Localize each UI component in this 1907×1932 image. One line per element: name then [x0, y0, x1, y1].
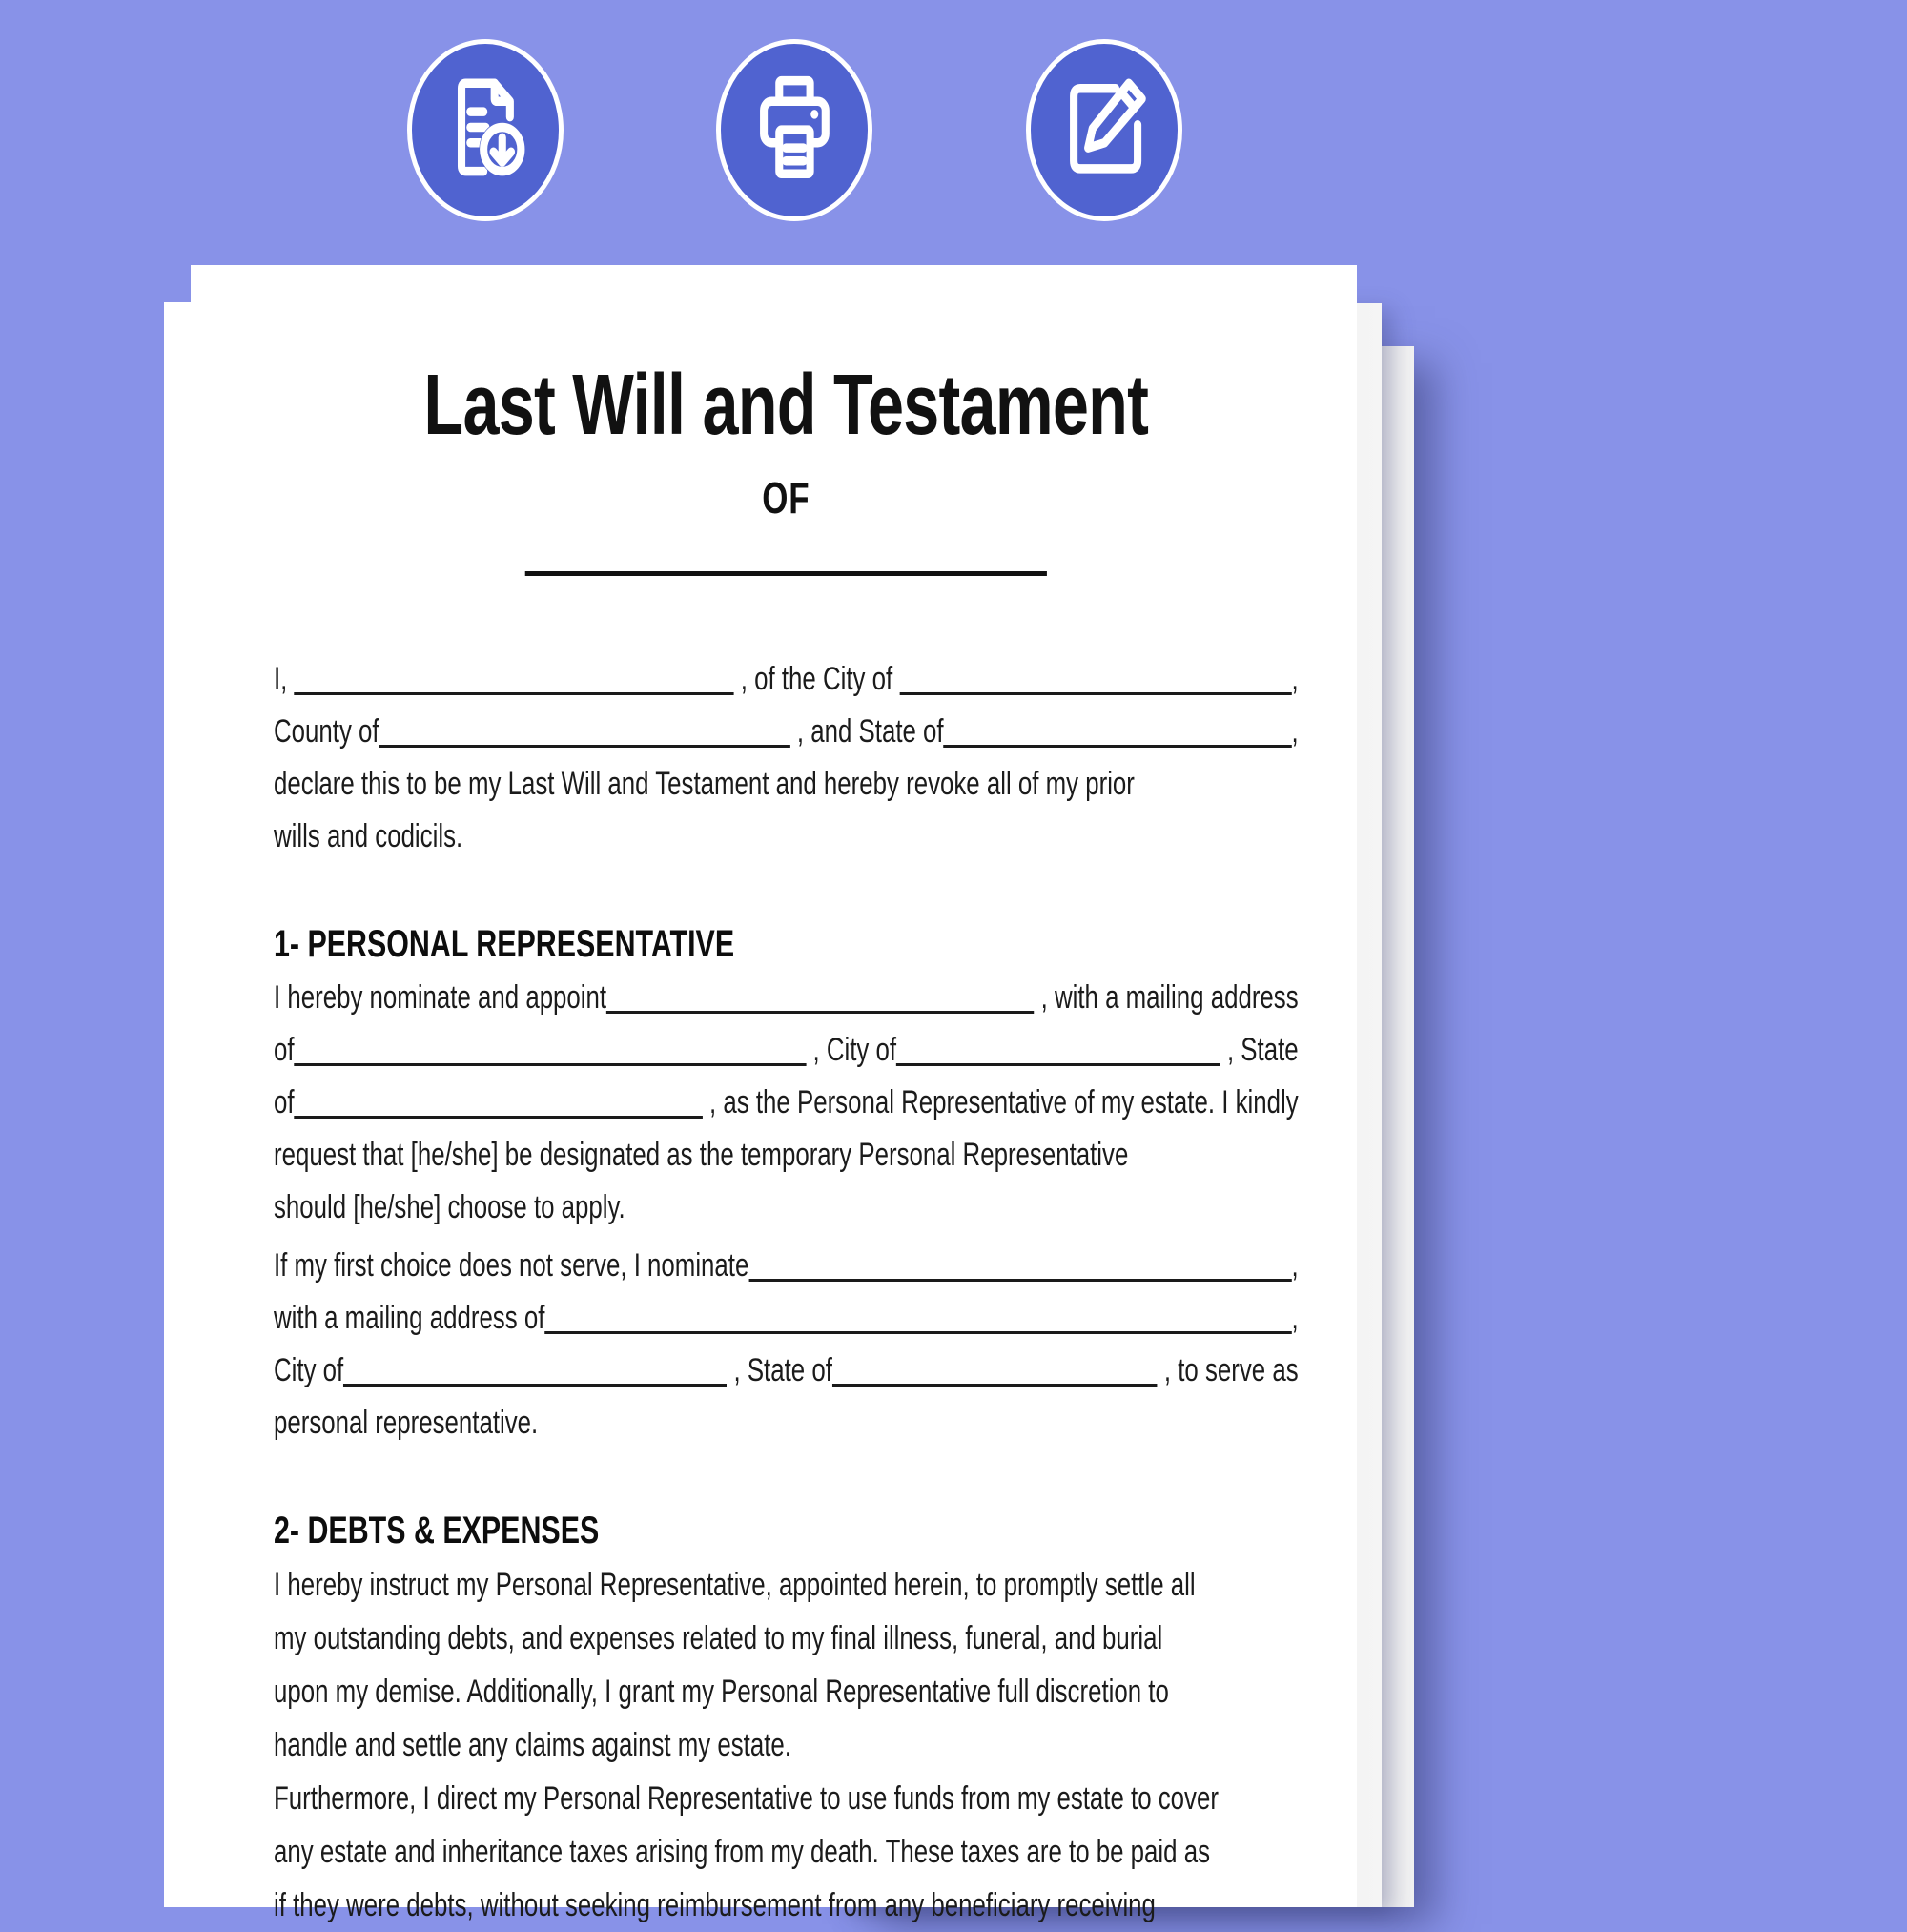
form-line — [274, 1129, 1299, 1182]
section — [274, 924, 1299, 1449]
form-line — [274, 706, 1299, 758]
download-document-button[interactable] — [407, 39, 564, 221]
blank-field — [295, 692, 734, 695]
line-text: , as the Personal Representative of my estate. I kindly — [702, 1084, 1299, 1120]
line-text: I, — [274, 661, 295, 697]
line-text: upon my demise. Additionally, I grant my Personal Representative full discretion to — [274, 1674, 1169, 1710]
blank-field — [343, 1384, 727, 1387]
line-text: wills and codicils. — [274, 818, 463, 854]
line-text: Furthermore, I direct my Personal Representative to use funds from my estate to cover — [274, 1780, 1219, 1817]
line-text: of — [274, 1084, 295, 1120]
document-download-icon — [433, 68, 539, 192]
line-text: , State — [1220, 1032, 1299, 1068]
edit-button[interactable] — [1026, 39, 1182, 221]
blank-field — [832, 1384, 1158, 1387]
intro-paragraph — [274, 653, 1299, 863]
form-line — [274, 1345, 1299, 1397]
printer-icon — [742, 68, 848, 192]
blank-field — [544, 1331, 1291, 1334]
line-text: , and State of — [789, 713, 944, 750]
line-text: , — [1291, 713, 1299, 750]
form-line — [274, 1292, 1299, 1345]
edit-pencil-icon — [1052, 68, 1158, 192]
section — [274, 1511, 1299, 1932]
blank-field — [606, 1011, 1034, 1014]
form-line — [274, 1397, 1299, 1449]
section-heading: 1- PERSONAL REPRESENTATIVE — [274, 923, 735, 965]
form-line — [274, 1665, 1299, 1718]
form-line — [274, 811, 1299, 863]
line-text: of — [274, 1032, 295, 1068]
document-subtitle: OF — [762, 473, 810, 523]
blank-field — [379, 745, 790, 748]
document-title: Last Will and Testament — [423, 358, 1149, 453]
line-text: declare this to be my Last Will and Testament and hereby revoke all of my prior — [274, 766, 1135, 802]
form-line — [274, 1240, 1299, 1292]
line-text: , — [1291, 1247, 1299, 1284]
form-line — [274, 1718, 1299, 1772]
form-line — [274, 972, 1299, 1024]
line-text: , — [1291, 661, 1299, 697]
line-text: request that [he/she] be designated as the temporary Personal Representative — [274, 1137, 1129, 1173]
line-text: with a mailing address of — [274, 1300, 545, 1336]
form-line — [274, 1879, 1299, 1932]
line-text: City of — [274, 1352, 344, 1388]
line-text: , City of — [806, 1032, 897, 1068]
line-text: any estate and inheritance taxes arising from my death. These taxes are to be paid as — [274, 1834, 1211, 1870]
blank-field — [899, 692, 1291, 695]
blank-field — [295, 1063, 807, 1066]
blank-field — [295, 1116, 703, 1119]
line-text: , of the City of — [733, 661, 900, 697]
line-text: If my first choice does not serve, I nominate — [274, 1247, 749, 1284]
print-button[interactable] — [716, 39, 872, 221]
line-text: County of — [274, 713, 379, 750]
form-line — [274, 1825, 1299, 1879]
form-line — [274, 1182, 1299, 1234]
form-line — [274, 1612, 1299, 1665]
form-line — [274, 1558, 1299, 1612]
line-text: , State of — [727, 1352, 832, 1388]
line-text: handle and settle any claims against my estate. — [274, 1727, 791, 1763]
form-line — [274, 1024, 1299, 1077]
line-text: if they were debts, without seeking reimbursement from any beneficiary receiving — [274, 1887, 1156, 1923]
line-text: , with a mailing address — [1034, 979, 1299, 1016]
line-text: I hereby nominate and appoint — [274, 979, 607, 1016]
form-line — [274, 1077, 1299, 1129]
line-text: personal representative. — [274, 1405, 539, 1441]
line-text: my outstanding debts, and expenses related to my final illness, funeral, and burial — [274, 1620, 1163, 1656]
will-document — [274, 360, 1299, 1932]
section-heading: 2- DEBTS & EXPENSES — [274, 1510, 600, 1552]
sections — [274, 924, 1299, 1932]
name-blank-line — [525, 571, 1047, 576]
form-line — [274, 1772, 1299, 1825]
blank-field — [748, 1279, 1291, 1282]
form-line — [274, 758, 1299, 811]
blank-field — [896, 1063, 1220, 1066]
line-text: , — [1291, 1300, 1299, 1336]
line-text: I hereby instruct my Personal Representative, appointed herein, to promptly settle all — [274, 1567, 1196, 1603]
line-text: should [he/she] choose to apply. — [274, 1189, 625, 1225]
form-line — [274, 653, 1299, 706]
blank-field — [944, 745, 1292, 748]
line-text: , to serve as — [1157, 1352, 1299, 1388]
